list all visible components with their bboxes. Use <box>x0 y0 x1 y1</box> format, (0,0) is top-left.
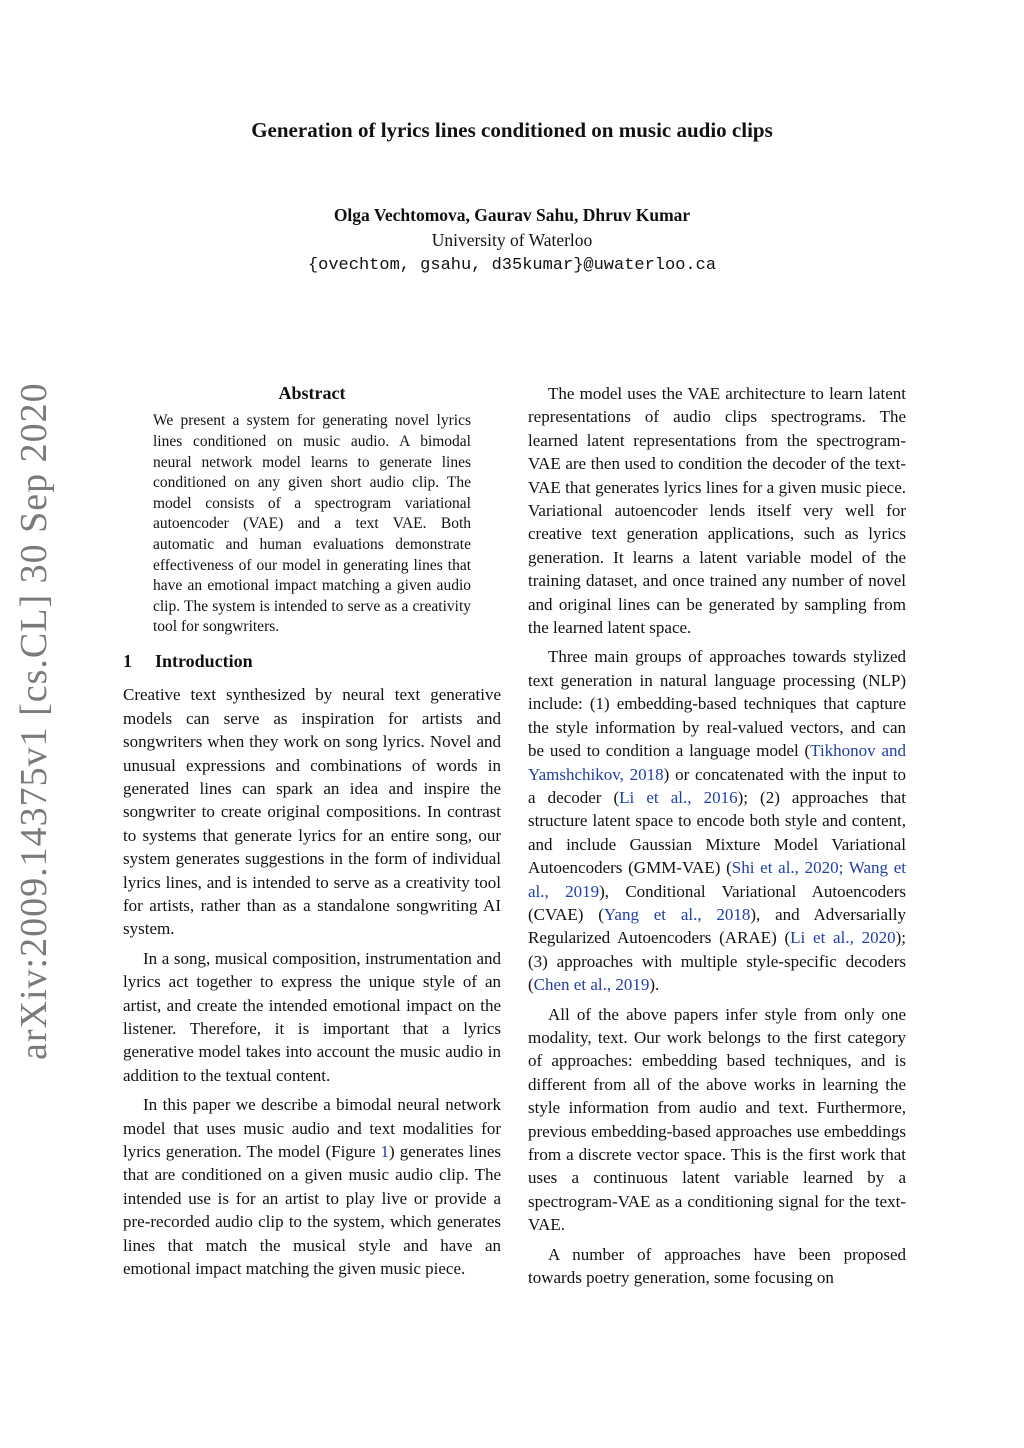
author-block <box>0 203 1024 278</box>
citation-link[interactable]: Li et al., 2016 <box>619 787 738 807</box>
citation-link[interactable]: Yang et al., 2018 <box>603 904 751 924</box>
abstract-text: We present a system for generating novel lyrics lines conditioned on music audio. A bimodal neural network model learns to generate lines conditioned on any given short audio clip. The model consists of a spectrogram variational autoencoder (VAE) and a text VAE. Both automatic and human evaluations demonstrate effectiveness of our model in generating lines that have an emotional impact matching a given audio clip. The system is intended to serve as a creativity tool for songwriters. <box>153 412 471 636</box>
author-names: Olga Vechtomova, Gaurav Sahu, Dhruv Kumar <box>333 205 691 225</box>
arxiv-identifier-stamp: arXiv:2009.14375v1 [cs.CL] 30 Sep 2020 <box>13 382 55 1060</box>
right-paragraph-2 <box>528 645 906 996</box>
citation-link[interactable]: Li et al., 2020 <box>790 928 896 948</box>
right-paragraph-4: A number of approaches have been proposed towards poetry generation, some focusing on <box>528 1244 906 1288</box>
text-span: ), Conditional Variational Autoencoders (CVAE) ( <box>528 881 906 924</box>
right-paragraph-3: All of the above papers infer style from only one modality, text. Our work belongs to the first category of approaches: embedding based techniques, and is different from all of the above works in learning the style information from audio and text. Furthermore, previous embedding-based approaches use embeddings from a discrete vector space. This is the first work that uses a continuous latent variable learned by a spectrogram-VAE as a conditioning signal for the text-VAE. <box>528 1004 906 1235</box>
left-column <box>123 382 501 1287</box>
right-paragraph-1: The model uses the VAE architecture to learn latent representations of audio clips spectrograms. The learned latent representations from the spectrogram-VAE are then used to condition the decoder of the text-VAE that generates lyrics lines for a given music piece. Variational autoencoder lends itself very well for creative text generation applications, such as lyrics generation. It learns a latent variable model of the training dataset, and once trained any number of novel and original lines can be generated by sampling from the learned latent space. <box>528 384 906 638</box>
author-email: {ovechtom, gsahu, d35kumar}@uwaterloo.ca <box>307 256 717 275</box>
text-span: ), and Adversarially Regularized Autoencoders (ARAE) ( <box>528 904 906 948</box>
intro-paragraph-3 <box>123 1093 501 1280</box>
citation-link[interactable]: Chen et al., 2019 <box>533 975 650 995</box>
right-column <box>528 382 906 1295</box>
text-span: ) generates lines that are conditioned on a given music audio clip. The intended use is for an artist to play live or provide a pre-recorded audio clip to the system, which generates lines that match the musical style and have an emotional impact matching the given music piece. <box>123 1142 502 1279</box>
intro-paragraph-2: In a song, musical composition, instrumentation and lyrics act together to express the unique style of an artist, and create the intended emotional impact on the listener. Therefore, it is important that a lyrics generative model takes into account the music audio in addition to the textual content. <box>123 948 501 1085</box>
text-span: Three main groups of approaches towards stylized text generation in natural language processing (NLP) include: (1) embedding-based techniques that capture the style information by real-valued vectors, and can be used to condition a language model ( <box>528 647 906 761</box>
paper-title: Generation of lyrics lines conditioned on music audio clips <box>251 118 773 142</box>
citation-link[interactable]: Shi et al., 2020; Wang et al., 2019 <box>528 858 906 901</box>
text-span: In this paper we describe a bimodal neural network model that uses music audio and text modalities for lyrics generation. The model (Figure <box>123 1095 501 1162</box>
figure-reference-link[interactable]: 1 <box>380 1142 390 1162</box>
text-span: ). <box>649 975 660 995</box>
citation-link[interactable]: Tikhonov and Yamshchikov, 2018 <box>528 741 907 784</box>
section-heading-introduction <box>123 650 501 673</box>
text-span: ) or concatenated with the input to a decoder ( <box>528 764 907 807</box>
section-title: Introduction <box>155 650 253 671</box>
intro-paragraph-1: Creative text synthesized by neural text generative models can serve as inspiration for artists and songwriters when they work on song lyrics. Novel and unusual expressions and combinations of words in generated lines can spark an idea and inspire the songwriter to create original compositions. In contrast to systems that generate lyrics for an entire song, our system generates suggestions in the form of individual lyrics lines, and is intended to serve as a creativity tool for artists, rather than as a standalone songwriting AI system. <box>123 685 501 939</box>
section-number: 1 <box>123 650 132 671</box>
abstract-heading: Abstract <box>278 383 346 403</box>
text-span: ); (3) approaches with multiple style-specific decoders ( <box>528 928 906 995</box>
author-affiliation: University of Waterloo <box>431 230 593 250</box>
text-span: ); (2) approaches that structure latent space to encode both style and content, and include Gaussian Mixture Model Variational Autoencoders (GMM-VAE) ( <box>528 787 906 878</box>
